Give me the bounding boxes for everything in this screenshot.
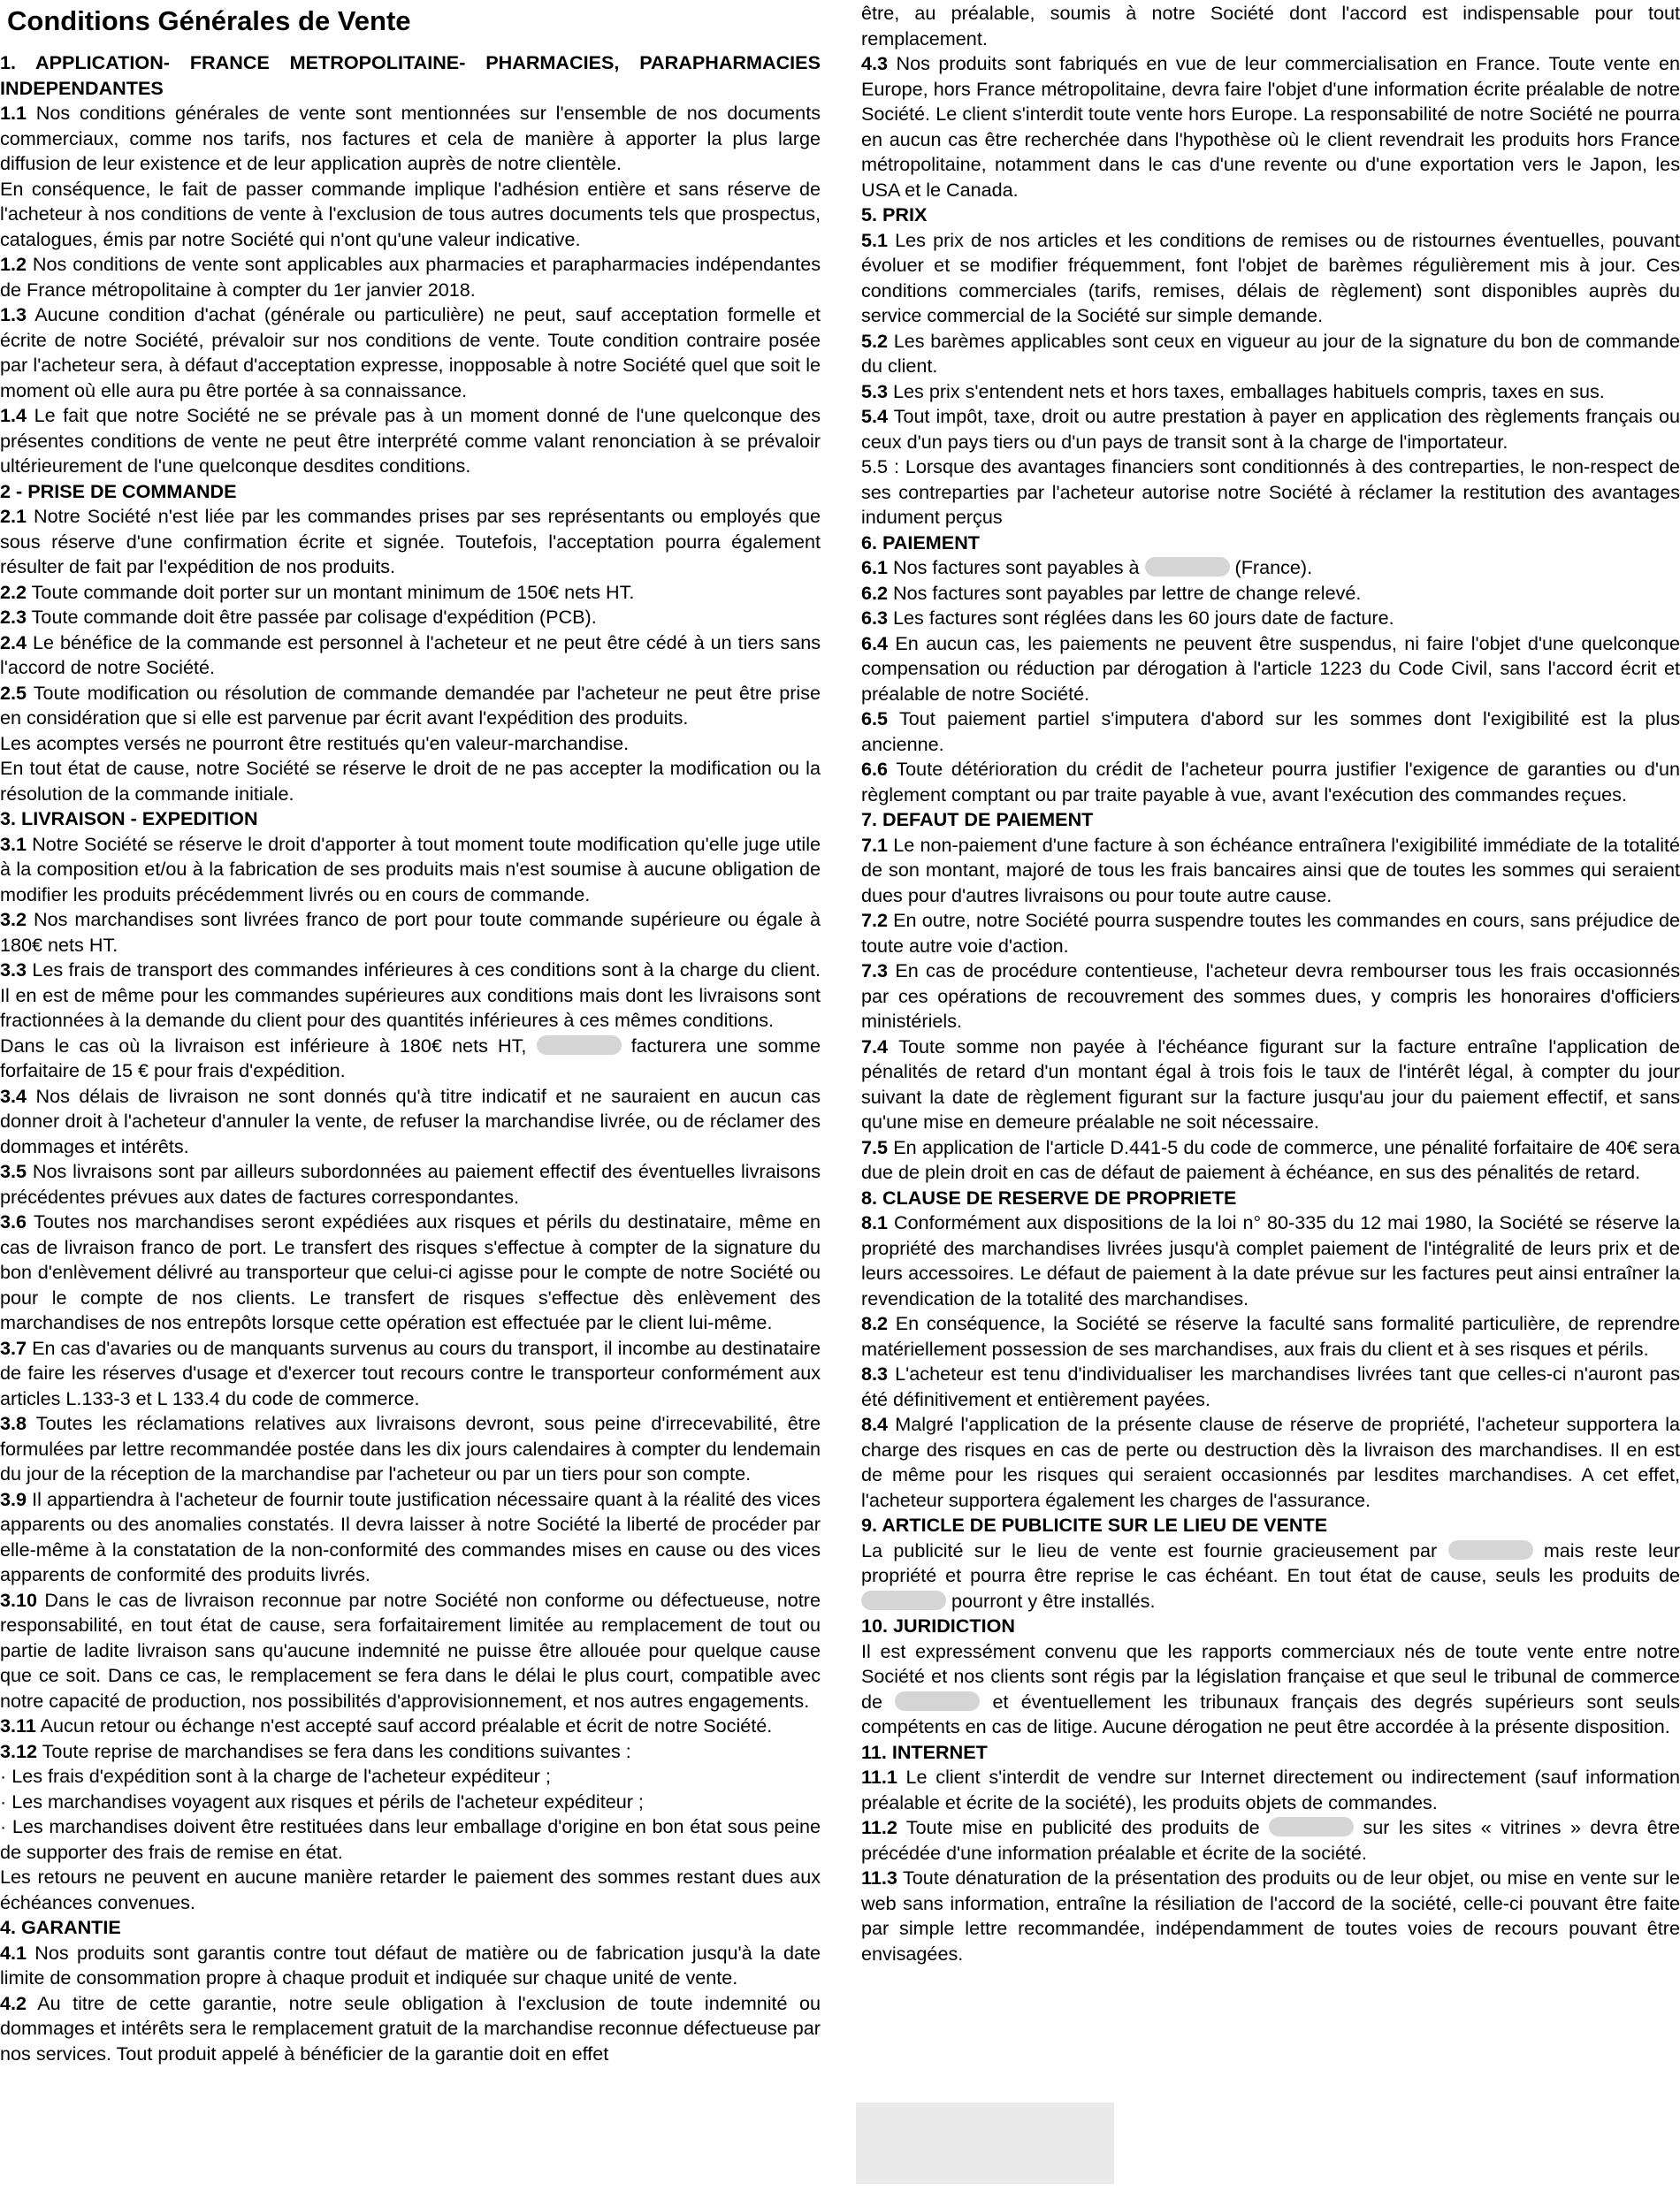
clause-paragraph	[861, 1765, 1680, 1815]
clause-text: Le non-paiement d'une facture à son échéance entraînera l'exigibilité immédiate de la totalité de son montant, majoré de tous les frais bancaires ainsi que de toutes les sommes qui seraient dues pour d'autres livraisons ou pour toute autre cause.	[861, 833, 1680, 906]
clause-text: 5.5 : Lorsque des avantages financiers sont conditionnés à des contreparties, le non-respect de ses contreparties par l'acheteur autorise notre Société à réclamer la restitution des avantages indument perçus	[861, 455, 1680, 528]
clause-text: Les frais de transport des commandes inférieures à ces conditions sont à la charge du client. Il en est de même pour les commandes supérieures aux conditions mais dont les livraisons sont fractionnées à la demande du client pour des quantités inférieures à ces mêmes conditions.	[0, 958, 821, 1031]
clause-text: Le fait que notre Société ne se prévale pas à un moment donné de l'une quelconque des présentes conditions de vente ne peut être interprété comme valant renonciation à se prévaloir ultérieurement de l'une quelconque desdites conditions.	[0, 404, 821, 477]
clause-paragraph	[861, 757, 1680, 807]
clause-text: Les prix de nos articles et les conditions de remises ou de ristournes éventuelles, pouvant évoluer et se modifier fréquemment, font l'objet de barèmes régulièrement mis à jour. Ces conditions commerciales (tarifs, remises, délais de règlement) sont disponibles auprès du service commercial de la Société sur simple demande.	[861, 228, 1680, 326]
clause-number: 11.2	[861, 1816, 897, 1838]
redacted-stamp-area	[856, 2103, 1114, 2184]
clause-number: 8.2	[861, 1312, 889, 1334]
clause-number: 3.3	[0, 958, 27, 981]
clause-text: Nos marchandises sont livrées franco de port pour toute commande supérieure ou égale à 180€ nets HT.	[0, 908, 821, 956]
clause-text: Les factures sont réglées dans les 60 jours date de facture.	[893, 607, 1394, 629]
clause-text: Notre Société se réserve le droit d'apporter à tout moment toute modification qu'elle juge utile à la composition et/ou à la fabrication de ses produits mais n'est soumise à aucune obligation de modifier les produits précédemment livrés ou en cours de commande.	[0, 832, 821, 905]
clause-paragraph	[861, 1, 1680, 51]
clause-number: 7.4	[861, 1034, 889, 1057]
clause-text: Tout paiement partiel s'imputera d'abord sur les sommes dont l'exigibilité est la plus ancienne.	[861, 707, 1680, 755]
clause-number: 5.1	[861, 228, 889, 251]
clause-paragraph	[0, 630, 821, 681]
clause-text: Toute somme non payée à l'échéance figurant sur la facture entraîne l'application de pénalités de retard d'un montant égal à trois fois le taux de l'intérêt légal, à compter du jour suivant la date de règlement figurant sur la facture jusqu'au jour du paiement effectif, et sans qu'une mise en demeure préalable ne soit nécessaire.	[861, 1034, 1680, 1133]
section-heading: 4. GARANTIE	[0, 1916, 121, 1938]
clause-paragraph	[0, 1336, 821, 1412]
clause-paragraph	[0, 252, 821, 302]
clause-number: 11.3	[861, 1867, 897, 1889]
clause-paragraph	[0, 1941, 821, 1991]
section-heading: 7. DEFAUT DE PAIEMENT	[861, 808, 1094, 830]
clause-text: Nos conditions générales de vente sont mentionnées sur l'ensemble de nos documents commerciaux, comme nos tarifs, nos factures et cela de manière à apporter la plus large diffusion de leur existence et de leur application auprès de notre clientèle.	[0, 102, 821, 174]
clause-text: Nos livraisons sont par ailleurs subordonnées au paiement effectif des éventuelles livraisons précédentes prévues aux dates de factures correspondantes.	[0, 1160, 821, 1208]
clause-paragraph	[0, 1714, 821, 1739]
clause-paragraph	[861, 833, 1680, 909]
right-column	[861, 0, 1680, 1966]
section-heading: 3. LIVRAISON - EXPEDITION	[0, 807, 258, 829]
clause-paragraph	[861, 51, 1680, 202]
clause-number: 7.1	[861, 833, 889, 856]
clause-text: Nos conditions de vente sont applicables aux pharmacies et parapharmacies indépendantes de France métropolitaine à compter du 1er janvier 2018.	[0, 253, 821, 301]
clause-number: 6.4	[861, 631, 889, 654]
section-heading: 2 - PRISE DE COMMANDE	[0, 479, 237, 502]
clause-text: Toute modification ou résolution de commande demandée par l'acheteur ne peut être prise en considération que si elle est parvenue par écrit avant l'expédition des produits.	[0, 681, 821, 729]
clause-paragraph	[861, 379, 1680, 405]
clause-number: 6.3	[861, 607, 889, 629]
clause-number: 7.3	[861, 959, 889, 981]
clause-number: 8.1	[861, 1211, 889, 1233]
redacted-text	[895, 1691, 980, 1711]
clause-text: · Les marchandises voyagent aux risques et périls de l'acheteur expéditeur ;	[0, 1790, 644, 1813]
clause-number: 6.2	[861, 581, 889, 604]
clause-number: 7.5	[861, 1135, 889, 1158]
clause-paragraph	[861, 228, 1680, 329]
clause-paragraph	[0, 1865, 821, 1915]
clause-paragraph	[0, 403, 821, 479]
left-column	[0, 0, 821, 2066]
clause-number: 2.5	[0, 681, 27, 704]
clause-number: 5.2	[861, 329, 889, 352]
clause-text: Aucune condition d'achat (générale ou particulière) ne peut, sauf acceptation formelle et écrite de notre Société, prévaloir sur nos conditions de vente. Toute condition contraire posée par l'acheteur sera, à défaut d'acceptation expresse, inopposable à notre Société quel que soit le moment où elle aura pu être portée à sa connaissance.	[0, 303, 821, 401]
clause-text: Aucun retour ou échange n'est accepté sauf accord préalable et écrit de notre Société.	[40, 1714, 773, 1737]
clause-text: Il est expressément convenu que les rapports commerciaux nés de toute vente entre notre Société et nos clients sont régis par la législation française et que seul le tribunal de commerce de	[861, 1639, 1680, 1713]
clause-text: Conformément aux dispositions de la loi n° 80-335 du 12 mai 1980, la Société se réserve la propriété des marchandises livrées jusqu'à complet paiement de l'intégralité de leurs prix et de leurs accessoires. Le défaut de paiement à la date prévue sur les factures peut ainsi entraîner la revendication de la totalité des marchandises.	[861, 1211, 1680, 1309]
clause-text: Toutes nos marchandises seront expédiées aux risques et périls du destinataire, même en cas de livraison franco de port. Le transfert des risques s'effectue à compter de la signature du bon d'enlèvement délivré au transporteur que celui-ci agisse pour le compte de notre Société ou pour le compte de nos clients. Le transfert de risques s'effectue dès enlèvement des marchandises de nos entrepôts lorsque cette opération est effectuée par le client lui-même.	[0, 1210, 821, 1333]
clause-paragraph	[861, 908, 1680, 958]
clause-text: En cas de procédure contentieuse, l'acheteur devra rembourser tous les frais occasionnés par ces opérations de recouvrement des sommes dues, y compris les honoraires d'officiers ministériels.	[861, 959, 1680, 1032]
clause-text: Dans le cas où la livraison est inférieure à 180€ nets HT,	[0, 1034, 527, 1057]
clause-number: 3.6	[0, 1210, 27, 1233]
clause-number: 2.2	[0, 580, 27, 603]
clause-paragraph	[0, 580, 821, 606]
redacted-text	[1269, 1817, 1354, 1836]
clause-text: L'acheteur est tenu d'individualiser les marchandises livrées tant que celles-ci n'auront pas été définitivement et entièrement payées.	[861, 1363, 1680, 1410]
clause-text-continued: pourront y être installés.	[951, 1589, 1156, 1612]
clause-number: 3.12	[0, 1739, 38, 1762]
clause-text: Toute dénaturation de la présentation des produits ou de leur objet, ou mise en vente sur le web sans information, entraîne la résiliation de l'accord de la société, celle-ci pouvant être faite par simple lettre recommandée, indépendamment de toutes voies de recours pouvant être envisagées.	[861, 1867, 1680, 1965]
clause-paragraph	[0, 958, 821, 1034]
clause-paragraph	[861, 1639, 1680, 1740]
clause-paragraph	[861, 1311, 1680, 1362]
clause-text-continued: facturera une somme forfaitaire de 15 € pour frais d'expédition.	[0, 1034, 821, 1081]
clause-number: 3.5	[0, 1160, 27, 1182]
clause-paragraph	[861, 1034, 1680, 1135]
clause-text: En cas d'avaries ou de manquants survenus au cours du transport, il incombe au destinataire de faire les réserves d'usage et d'exercer tout recours contre le transporteur conformément aux articles L.133-3 et L 133.4 du code de commerce.	[0, 1336, 821, 1409]
clause-number: 5.3	[861, 379, 889, 402]
clause-number: 3.2	[0, 908, 27, 930]
clause-paragraph	[861, 631, 1680, 707]
clause-text: Le client s'interdit de vendre sur Internet directement ou indirectement (sauf information préalable et écrite de la société), les produits objets de commandes.	[861, 1766, 1680, 1813]
clause-number: 11.1	[861, 1766, 897, 1788]
clause-paragraph	[0, 1159, 821, 1210]
clause-text: Notre Société n'est liée par les commandes prises par ses représentants ou employés que sous réserve d'une confirmation écrite et signée. Toutefois, l'acceptation pourra également résulter de fait par l'expédition de nos produits.	[0, 505, 821, 577]
clause-text-continued: sur les sites « vitrines » devra être précédée d'une information préalable et écrite de la société.	[861, 1816, 1680, 1864]
clause-text: Les acomptes versés ne pourront être restitués qu'en valeur-marchandise.	[0, 731, 630, 754]
clause-number: 4.1	[0, 1941, 27, 1964]
clause-number: 8.3	[861, 1363, 889, 1385]
clause-number: 3.11	[0, 1714, 36, 1737]
clause-paragraph	[861, 606, 1680, 631]
clause-paragraph	[861, 404, 1680, 454]
clause-paragraph	[0, 1411, 821, 1487]
clause-paragraph	[861, 1866, 1680, 1966]
clause-text: Nos produits sont fabriqués en vue de leur commercialisation en France. Toute vente en Europe, hors France métropolitaine, devra faire l'objet d'une information écrite préalable de notre Société. Le client s'interdit toute vente hors Europe. La responsabilité de notre Société ne pourra en aucun cas être recherchée dans l'hypothèse où le client revendrait les produits hors France métropolitaine, notamment dans le cas d'une revente ou d'une exportation vers le Japon, les USA et le Canada.	[861, 52, 1680, 201]
clause-text: Toute détérioration du crédit de l'acheteur pourra justifier l'exigence de garanties ou d'un règlement comptant ou par traite payable à vue, avant l'exécution des commandes reçues.	[861, 758, 1680, 805]
clause-number: 2.1	[0, 505, 27, 527]
clause-number: 7.2	[861, 909, 889, 931]
clause-text: Toute commande doit être passée par colisage d'expédition (PCB).	[31, 606, 597, 628]
clause-text: Au titre de cette garantie, notre seule obligation à l'exclusion de toute indemnité ou dommages et intérêts sera le remplacement gratuit de la marchandise reconnue défectueuse par nos services. Tout produit appelé à bénéficier de la garantie doit en effet	[0, 1991, 821, 2065]
clause-paragraph	[861, 1412, 1680, 1513]
clause-text: Les prix s'entendent nets et hors taxes, emballages habituels compris, taxes en sus.	[893, 379, 1605, 402]
clause-paragraph	[0, 681, 821, 731]
section-heading: 11. INTERNET	[861, 1740, 988, 1763]
clause-number: 3.7	[0, 1336, 27, 1359]
clause-text: Toute reprise de marchandises se fera dans les conditions suivantes :	[42, 1739, 631, 1762]
clause-paragraph	[861, 581, 1680, 607]
redacted-text	[1448, 1540, 1533, 1560]
clause-paragraph	[861, 454, 1680, 531]
redacted-text	[1145, 557, 1230, 576]
clause-number: 6.5	[861, 707, 889, 729]
clause-text: Toute commande doit porter sur un montant minimum de 150€ nets HT.	[31, 580, 635, 603]
clause-number: 4.2	[0, 1991, 27, 2014]
clause-number: 2.3	[0, 606, 27, 628]
clause-number: 3.4	[0, 1084, 27, 1107]
clause-number: 2.4	[0, 630, 27, 653]
clause-paragraph	[0, 504, 821, 580]
clause-number: 8.4	[861, 1413, 889, 1435]
clause-text: Le bénéfice de la commande est personnel à l'acheteur et ne peut être cédé à un tiers sans l'accord de notre Société.	[0, 630, 821, 678]
clause-text: Tout impôt, taxe, droit ou autre prestation à payer en application des règlements français ou ceux d'un pays tiers ou d'un pays de transit sont à la charge de l'importateur.	[861, 405, 1680, 453]
section-heading: 1. APPLICATION- FRANCE METROPOLITAINE- PHARMACIES, PARAPHARMACIES INDEPENDANTES	[0, 51, 821, 99]
section-heading: 8. CLAUSE DE RESERVE DE PROPRIETE	[861, 1186, 1237, 1209]
clause-text: En conséquence, la Société se réserve la faculté sans formalité particulière, de reprendre matériellement possession de ses marchandises, aux frais du client et à ses risques et périls.	[861, 1312, 1680, 1360]
clause-paragraph	[0, 907, 821, 958]
clause-text: Nos factures sont payables à	[893, 556, 1140, 578]
clause-paragraph	[861, 706, 1680, 757]
clause-number: 1.3	[0, 303, 27, 325]
clause-text-continued: mais reste leur propriété et pourra être reprise le cas échéant. En tout état de cause, seuls les produits de	[861, 1538, 1680, 1586]
clause-text: Dans le cas de livraison reconnue par notre Société non conforme ou défectueuse, notre responsabilité, en tout état de cause, sera forfaitairement limitée au remplacement de tout ou partie de ladite livraison sans qu'aucune indemnité ne puisse être allouée pour quelque cause que ce soit. Dans ce cas, le remplacement se fera dans le délai le plus court, compatible avec notre capacité de production, nos possibilités d'approvisionnement, et nos autres engagements.	[0, 1588, 821, 1712]
section-heading: 10. JURIDICTION	[861, 1615, 1015, 1637]
section-heading: 5. PRIX	[861, 203, 928, 225]
clause-text: Les retours ne peuvent en aucune manière retarder le paiement des sommes restant dues aux échéances convenues.	[0, 1866, 821, 1913]
clause-text: Toutes les réclamations relatives aux livraisons devront, sous peine d'irrecevabilité, être formulées par lettre recommandée postée dans les dix jours calendaires à compter du lendemain du jour de la réception de la marchandise par l'acheteur ou par un tiers pour son compte.	[0, 1412, 821, 1485]
clause-paragraph	[861, 1362, 1680, 1412]
clause-text: En aucun cas, les paiements ne peuvent être suspendus, ni faire l'objet d'une quelconque compensation ou réduction par dérogation à l'article 1223 du Code Civil, sans l'accord écrit et préalable de notre Société.	[861, 631, 1680, 705]
clause-text: Nos délais de livraison ne sont donnés qu'à titre indicatif et ne sauraient en aucun cas donner droit à l'acheteur d'annuler la vente, de refuser la marchandise livrée, ou de réclamer des dommages et intérêts.	[0, 1084, 821, 1157]
clause-text: En application de l'article D.441-5 du code de commerce, une pénalité forfaitaire de 40€ sera due de plein droit en cas de défaut de paiement à échéance, en sus des pénalités de retard.	[861, 1135, 1680, 1183]
clause-text: être, au préalable, soumis à notre Société dont l'accord est indispensable pour tout remplacement.	[861, 2, 1680, 50]
clause-paragraph	[0, 1814, 821, 1865]
redacted-text	[537, 1035, 622, 1055]
clause-paragraph	[861, 1538, 1680, 1615]
clause-paragraph	[0, 1034, 821, 1084]
clause-text: · Les marchandises doivent être restituées dans leur emballage d'origine en bon état sous peine de supporter des frais de remise en état.	[0, 1815, 821, 1863]
clause-text: En tout état de cause, notre Société se réserve le droit de ne pas accepter la modification ou la résolution de la commande initiale.	[0, 757, 821, 805]
clause-paragraph	[861, 1135, 1680, 1186]
clause-number: 6.6	[861, 758, 889, 780]
clause-paragraph	[0, 731, 821, 757]
clause-text-continued: et éventuellement les tribunaux français des degrés supérieurs sont seuls compétents en cas de litige. Aucune dérogation ne peut être accordée à la présente disposition.	[861, 1690, 1680, 1737]
clause-number: 1.2	[0, 253, 27, 275]
clause-paragraph	[0, 1588, 821, 1714]
clause-number: 5.4	[861, 405, 889, 427]
clause-text: En conséquence, le fait de passer commande implique l'adhésion entière et sans réserve de l'acheteur à nos conditions de vente à l'exclusion de tous autres documents tels que prospectus, catalogues, émis par notre Société qui n'ont qu'une valeur indicative.	[0, 177, 821, 250]
document-title: Conditions Générales de Vente	[7, 5, 411, 36]
clause-paragraph	[861, 555, 1680, 581]
clause-number: 1.1	[0, 102, 27, 124]
section-heading: 6. PAIEMENT	[861, 531, 980, 553]
clause-text: Malgré l'application de la présente clause de réserve de propriété, l'acheteur supportera la charge des risques en cas de perte ou destruction dès la livraison des marchandises. Il en est de même pour les risques qui seraient occasionnés par lesdites marchandises. A cet effet, l'acheteur supportera également les charges de l'assurance.	[861, 1413, 1680, 1511]
clause-number: 4.3	[861, 52, 889, 74]
clause-paragraph	[0, 1487, 821, 1588]
clause-paragraph	[861, 958, 1680, 1034]
clause-paragraph	[0, 1764, 821, 1790]
clause-paragraph	[0, 302, 821, 403]
section-heading: 9. ARTICLE DE PUBLICITE SUR LE LIEU DE VENTE	[861, 1514, 1328, 1536]
clause-paragraph	[0, 177, 821, 253]
clause-paragraph	[0, 1790, 821, 1815]
clause-paragraph	[0, 756, 821, 806]
clause-paragraph	[0, 1739, 821, 1765]
clause-number: 3.10	[0, 1588, 38, 1611]
clause-number: 3.9	[0, 1487, 27, 1510]
clause-number: 6.1	[861, 556, 889, 578]
clause-paragraph	[0, 605, 821, 630]
clause-number: 3.8	[0, 1412, 27, 1434]
clause-text: Il appartiendra à l'acheteur de fournir toute justification nécessaire quant à la réalité des vices apparents ou des anomalies constatés. Il devra laisser à notre Société la liberté de procéder par elle-même à la constatation de la non-conformité des commandes mises en cause ou des vices apparents de conformité des produits livrés.	[0, 1487, 821, 1585]
clause-paragraph	[861, 329, 1680, 379]
clause-paragraph	[861, 1210, 1680, 1311]
clause-number: 3.1	[0, 832, 27, 855]
clause-text: Les barèmes applicables sont ceux en vigueur au jour de la signature du bon de commande du client.	[861, 329, 1680, 377]
clause-paragraph	[0, 101, 821, 177]
clause-paragraph	[0, 1991, 821, 2067]
redacted-text	[861, 1591, 946, 1610]
clause-paragraph	[0, 1210, 821, 1336]
clause-text: La publicité sur le lieu de vente est fournie gracieusement par	[861, 1538, 1438, 1561]
clause-text-continued: (France).	[1234, 556, 1313, 578]
clause-number: 1.4	[0, 404, 27, 426]
clause-text: · Les frais d'expédition sont à la charge de l'acheteur expéditeur ;	[0, 1765, 551, 1787]
clause-paragraph	[861, 1815, 1680, 1866]
clause-text: En outre, notre Société pourra suspendre toutes les commandes en cours, sans préjudice de toute autre voie d'action.	[861, 909, 1680, 957]
clause-paragraph	[0, 832, 821, 908]
clause-text: Toute mise en publicité des produits de	[905, 1816, 1260, 1838]
clause-text: Nos factures sont payables par lettre de change relevé.	[893, 581, 1362, 604]
clause-paragraph	[0, 1084, 821, 1160]
clause-text: Nos produits sont garantis contre tout défaut de matière ou de fabrication jusqu'à la date limite de consommation propre à chaque produit et indiquée sur chaque unité de vente.	[0, 1941, 821, 1989]
